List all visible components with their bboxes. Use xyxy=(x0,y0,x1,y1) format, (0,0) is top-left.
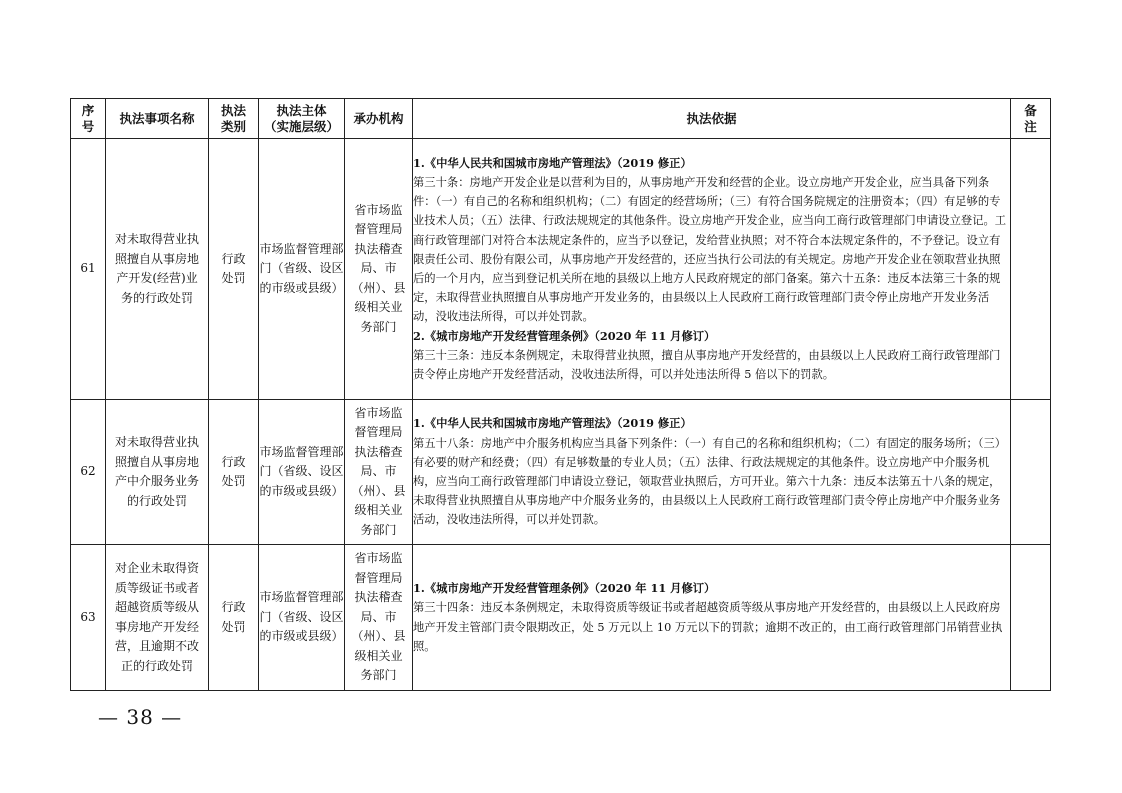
table-header-row xyxy=(71,99,1051,139)
row-basis xyxy=(413,139,1011,400)
row-subject: 市场监督管理部门（省级、设区的市级或县级） xyxy=(259,545,345,691)
header-subject xyxy=(259,99,345,139)
row-no: 62 xyxy=(71,400,106,545)
table-row xyxy=(71,400,1051,545)
row-category: 行政处罚 xyxy=(209,400,259,545)
row-subject: 市场监督管理部门（省级、设区的市级或县级） xyxy=(259,400,345,545)
basis-law-title: 1.《城市房地产开发经营管理条例》（2020 年 11 月修订） xyxy=(413,581,716,596)
header-no: 序号 xyxy=(71,99,106,139)
row-name: 对企业未取得资质等级证书或者超越资质等级从事房地产开发经营，且逾期不改正的行政处罚 xyxy=(106,545,209,691)
row-no: 61 xyxy=(71,139,106,400)
row-basis xyxy=(413,545,1011,691)
row-office: 省市场监督管理局执法稽查局、市（州）、县级相关业务部门 xyxy=(345,400,413,545)
enforcement-table xyxy=(70,98,1051,691)
row-basis xyxy=(413,400,1011,545)
basis-law-title: 1.《中华人民共和国城市房地产管理法》（2019 修正） xyxy=(413,155,692,170)
row-remark xyxy=(1011,545,1051,691)
row-no: 63 xyxy=(71,545,106,691)
row-name: 对未取得营业执照擅自从事房地产开发(经营)业务的行政处罚 xyxy=(106,139,209,400)
table-row xyxy=(71,545,1051,691)
row-office: 省市场监督管理局执法稽查局、市（州）、县级相关业务部门 xyxy=(345,139,413,400)
basis-article-text: 第三十三条：违反本条例规定，未取得营业执照，擅自从事房地产开发经营的，由县级以上人民政府工商行政管理部门责令停止房地产开发经营活动，没收违法所得，可以并处违法所得 5 倍以下的罚款。 xyxy=(413,348,1001,382)
header-subject-line2: （实施层级） xyxy=(263,118,339,134)
basis-article-text: 第三十四条：违反本条例规定，未取得资质等级证书或者超越资质等级从事房地产开发经营的，由县级以上人民政府房地产开发主管部门责令限期改正，处 5 万元以上 10 万元以下的罚款；逾期不改正的，由工商行政管理部门吊销营业执照。 xyxy=(413,601,1003,653)
basis-law-title: 1.《中华人民共和国城市房地产管理法》（2019 修正） xyxy=(413,416,692,431)
basis-law-title: 2.《城市房地产开发经营管理条例》（2020 年 11 月修订） xyxy=(413,328,716,343)
basis-article-text: 第三十条：房地产开发企业是以营利为目的，从事房地产开发和经营的企业。设立房地产开发企业，应当具备下列条件：（一）有自己的名称和组织机构；（二）有固定的经营场所；（三）有符合国务院规定的注册资本；（四）有足够的专业技术人员；（五）法律、行政法规规定的其他条件。设立房地产开发企业，应当向工商行政管理部门申请设立登记。工商行政管理部门对符合本法规定条件的，应当予以登记，发给营业执照；对不符合本法规定条件的，不予登记。设立有限责任公司、股份有限公司，从事房地产开发经营的，还应当执行公司法的有关规定。房地产开发企业在领取营业执照后的一个月内，应当到登记机关所在地的县级以上地方人民政府规定的部门备案。第六十五条：违反本法第三十条的规定，未取得营业执照擅自从事房地产开发业务的，由县级以上人民政府工商行政管理部门责令停止房地产开发业务活动，没收违法所得，可以并处罚款。 xyxy=(413,175,1007,324)
row-subject: 市场监督管理部门（省级、设区的市级或县级） xyxy=(259,139,345,400)
page-number: — 38 — xyxy=(98,705,183,729)
header-basis: 执法依据 xyxy=(413,99,1011,139)
header-office: 承办机构 xyxy=(345,99,413,139)
row-category: 行政处罚 xyxy=(209,139,259,400)
basis-article-text: 第五十八条：房地产中介服务机构应当具备下列条件：（一）有自己的名称和组织机构；（二）有固定的服务场所；（三）有必要的财产和经费；（四）有足够数量的专业人员；（五）法律、行政法规规定的其他条件。设立房地产中介服务机构，应当向工商行政管理部门申请设立登记，领取营业执照后，方可开业。第六十九条：违反本法第五十八条的规定，未取得营业执照擅自从事房地产中介服务业务的，由县级以上人民政府工商行政管理部门责令停止房地产中介服务业务活动，没收违法所得，可以并处罚款。 xyxy=(413,436,1007,527)
header-name: 执法事项名称 xyxy=(106,99,209,139)
header-category: 执法类别 xyxy=(209,99,259,139)
row-office: 省市场监督管理局执法稽查局、市（州）、县级相关业务部门 xyxy=(345,545,413,691)
row-category: 行政处罚 xyxy=(209,545,259,691)
row-name: 对未取得营业执照擅自从事房地产中介服务业务的行政处罚 xyxy=(106,400,209,545)
row-remark xyxy=(1011,400,1051,545)
header-remark: 备注 xyxy=(1011,99,1051,139)
table-row xyxy=(71,139,1051,400)
header-subject-line1: 执法主体 xyxy=(276,102,327,118)
row-remark xyxy=(1011,139,1051,400)
